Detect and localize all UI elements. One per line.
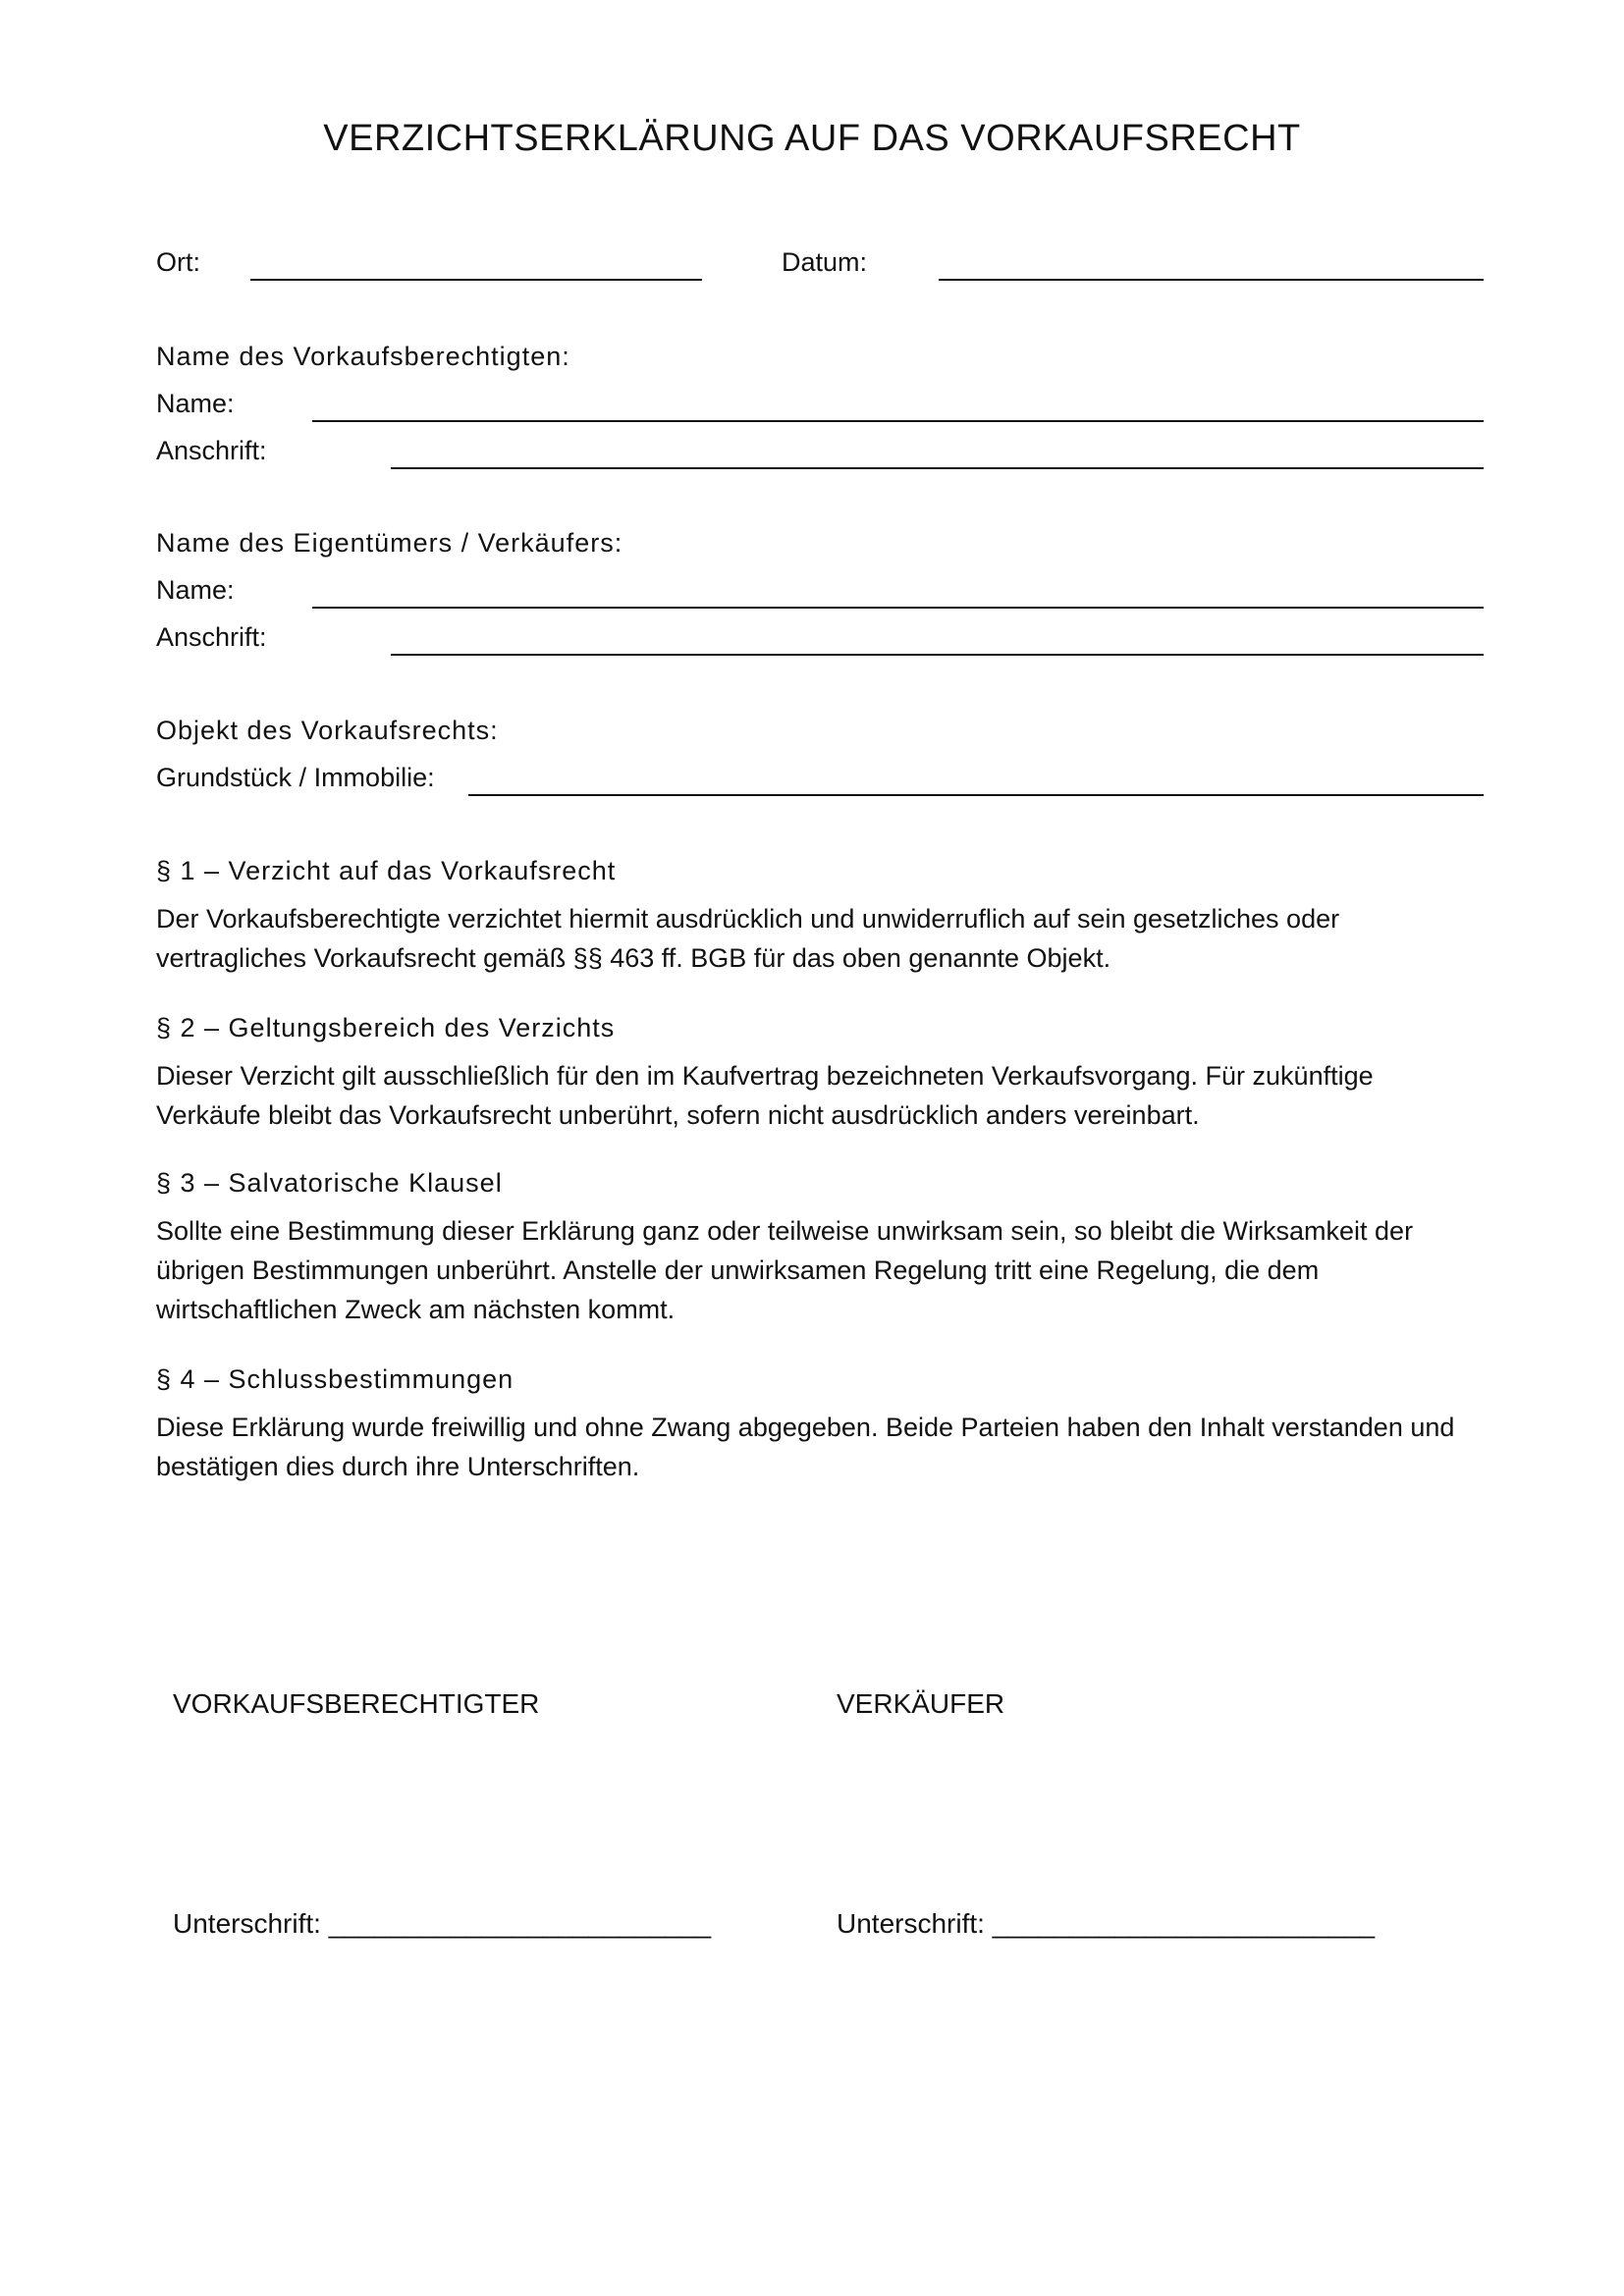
eigentuemer-section-label: Name des Eigentümers / Verkäufers: bbox=[156, 528, 623, 558]
vorkaufsberechtigter-name-label: Name: bbox=[156, 389, 235, 418]
eigentuemer-anschrift-line[interactable] bbox=[391, 654, 1484, 656]
paragraph-1-body: Der Vorkaufsberechtigte verzichtet hiermit ausdrücklich und unwiderruflich auf sein gesetzliches oder vertragliches Vorkaufsrecht gemäß §§ 463 ff. BGB für das oben genannte Objekt. bbox=[156, 904, 1340, 973]
paragraph-2-body: Dieser Verzicht gilt ausschließlich für den im Kaufvertrag bezeichneten Verkaufsvorgang. Für zukünftige Verkäufe bleibt das Vorkaufsrecht unberührt, sofern nicht ausdrücklich anders vereinbart. bbox=[156, 1061, 1374, 1130]
paragraph-2-heading: § 2 – Geltungsbereich des Verzichts bbox=[156, 1013, 616, 1042]
eigentuemer-name-label: Name: bbox=[156, 575, 235, 605]
vorkaufsberechtigter-section-label: Name des Vorkaufsberechtigten: bbox=[156, 342, 570, 371]
paragraph-4-body: Diese Erklärung wurde freiwillig und ohne Zwang abgegeben. Beide Parteien haben den Inhalt verstanden und bestätigen dies durch ihre Unterschriften. bbox=[156, 1413, 1455, 1481]
signature-line-vorkaufsberechtigter[interactable]: Unterschrift: _________________________ bbox=[173, 1908, 712, 1939]
signature-role-verkaeufer: VERKÄUFER bbox=[837, 1688, 1005, 1719]
paragraph-4-heading: § 4 – Schlussbestimmungen bbox=[156, 1364, 514, 1394]
objekt-section-label: Objekt des Vorkaufsrechts: bbox=[156, 716, 499, 745]
paragraph-3-heading: § 3 – Salvatorische Klausel bbox=[156, 1168, 503, 1198]
ort-label: Ort: bbox=[156, 247, 200, 277]
datum-label: Datum: bbox=[782, 247, 868, 277]
grundstueck-field-line[interactable] bbox=[468, 794, 1484, 796]
vorkaufsberechtigter-name-line[interactable] bbox=[312, 420, 1484, 422]
vorkaufsberechtigter-anschrift-line[interactable] bbox=[391, 467, 1484, 469]
paragraph-1-heading: § 1 – Verzicht auf das Vorkaufsrecht bbox=[156, 856, 617, 885]
datum-field-line[interactable] bbox=[939, 279, 1484, 281]
paragraph-3-body: Sollte eine Bestimmung dieser Erklärung ganz oder teilweise unwirksam sein, so bleibt die Wirksamkeit der übrigen Bestimmungen unberührt. Anstelle der unwirksamen Regelung tritt eine Regelung, die dem wirtschaftlichen Zweck am nächsten kommt. bbox=[156, 1216, 1414, 1324]
grundstueck-label: Grundstück / Immobilie: bbox=[156, 763, 435, 792]
ort-field-line[interactable] bbox=[250, 279, 702, 281]
eigentuemer-name-line[interactable] bbox=[312, 607, 1484, 609]
document-title: VERZICHTSERKLÄRUNG AUF DAS VORKAUFSRECHT bbox=[323, 118, 1301, 159]
signature-role-vorkaufsberechtigter: VORKAUFSBERECHTIGTER bbox=[173, 1688, 540, 1719]
signature-line-verkaeufer[interactable]: Unterschrift: _________________________ bbox=[837, 1908, 1376, 1939]
eigentuemer-anschrift-label: Anschrift: bbox=[156, 622, 267, 652]
vorkaufsberechtigter-anschrift-label: Anschrift: bbox=[156, 436, 267, 465]
